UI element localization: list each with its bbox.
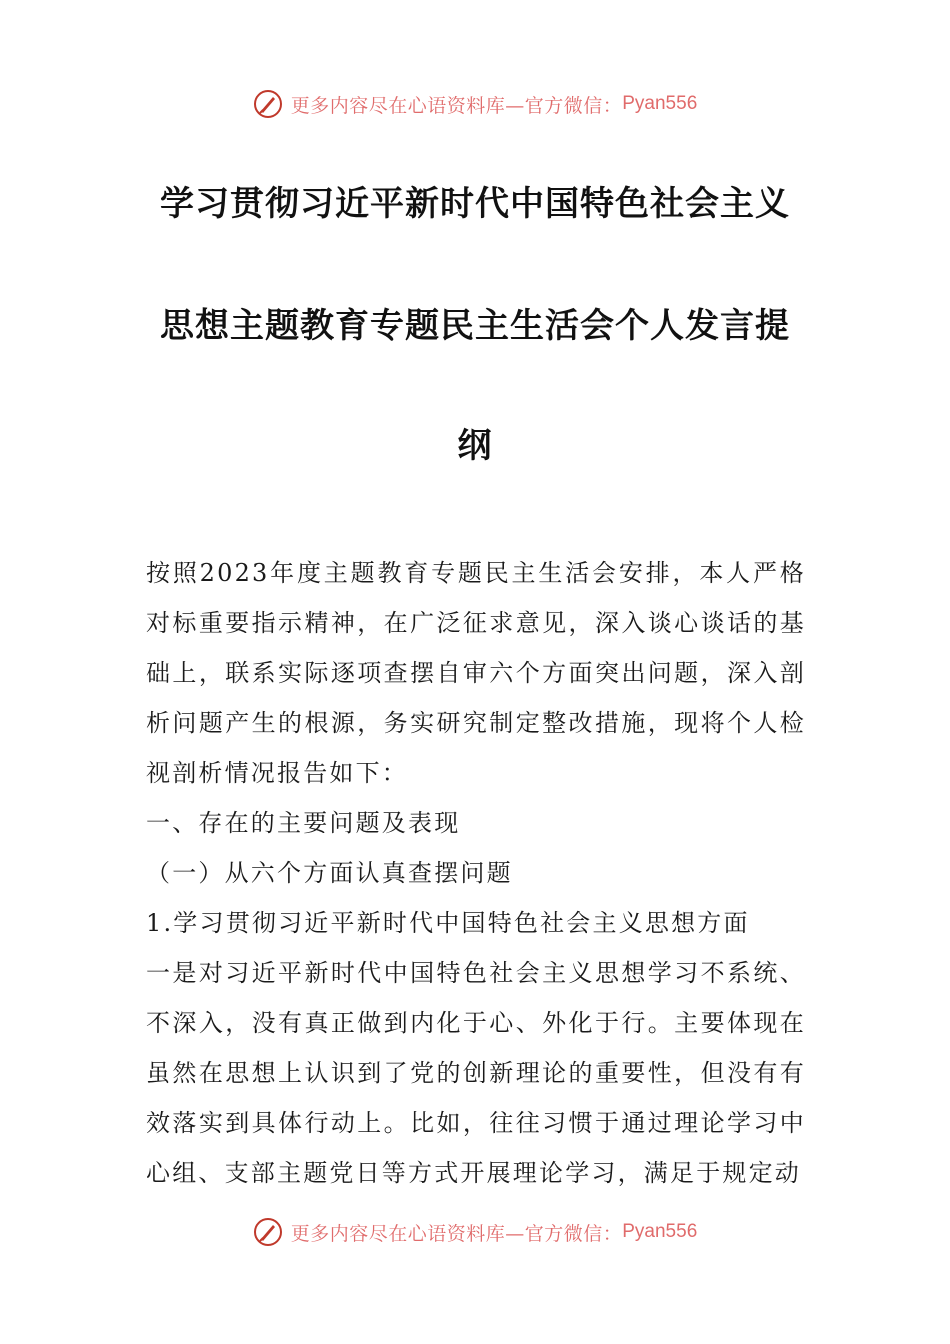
watermark-header xyxy=(0,84,950,124)
intro-paragraph: 按照2023年度主题教育专题民主生活会安排，本人严格对标重要指示精神，在广泛征求意见，深入谈心谈话的基础上，联系实际逐项查摆自审六个方面突出问题，深入剖析问题产生的根源，务实研究制定整改措施，现将个人检视剖析情况报告如下： xyxy=(146,559,806,787)
document-title-line-1: 学习贯彻习近平新时代中国特色社会主义 xyxy=(160,184,790,224)
watermark-text: 更多内容尽在心语资料库—官方微信： xyxy=(290,1222,623,1245)
watermark-footer xyxy=(0,1212,950,1252)
section-heading-1: 一、存在的主要问题及表现 xyxy=(146,809,461,837)
watermark-wechat-id: Pyan556 xyxy=(622,1221,698,1242)
item-heading-1: 1.学习贯彻习近平新时代中国特色社会主义思想方面 xyxy=(146,909,750,937)
document-body xyxy=(146,548,806,1198)
document-title-line-3: 纲 xyxy=(457,426,493,466)
document-title-line-2: 思想主题教育专题民主生活会个人发言提 xyxy=(160,306,790,346)
watermark-wechat-id: Pyan556 xyxy=(622,93,698,114)
quill-logo-icon xyxy=(253,1217,283,1247)
watermark-text: 更多内容尽在心语资料库—官方微信： xyxy=(290,94,623,117)
subsection-heading-1: （一）从六个方面认真查摆问题 xyxy=(146,859,513,887)
body-paragraph-1: 一是对习近平新时代中国特色社会主义思想学习不系统、不深入，没有真正做到内化于心、外化于行。主要体现在虽然在思想上认识到了党的创新理论的重要性，但没有有效落实到具体行动上。比如，往往习惯于通过理论学习中心组、支部主题党日等方式开展理论学习，满足于规定动 xyxy=(146,959,806,1187)
quill-logo-icon xyxy=(253,89,283,119)
